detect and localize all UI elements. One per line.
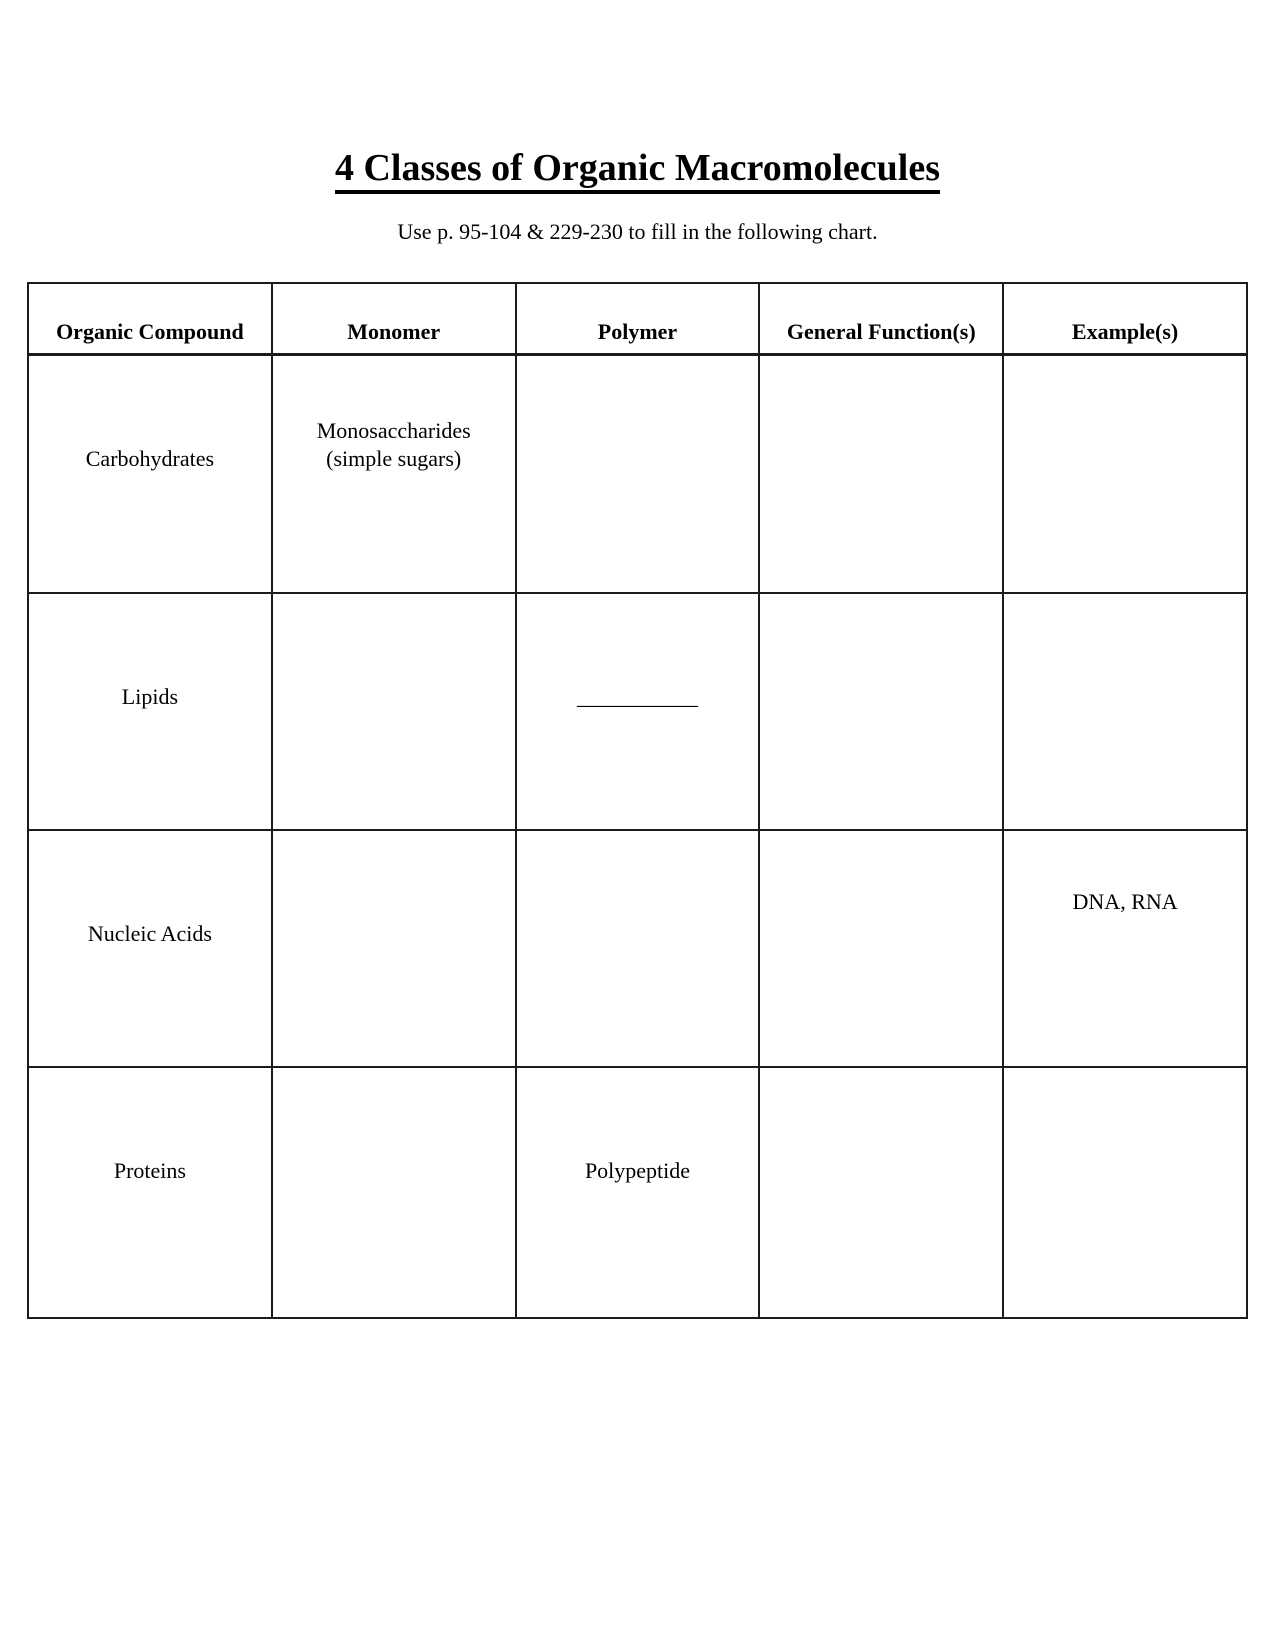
cell-text: Polypeptide	[584, 1158, 691, 1183]
monomer-line-2: (simple sugars)	[326, 446, 462, 471]
col-header-examples: Example(s)	[1003, 283, 1247, 355]
cell-proteins-general-functions	[759, 1067, 1003, 1318]
cell-lipids-examples	[1003, 593, 1247, 830]
page-title	[0, 146, 1275, 190]
cell-nucleic-acids-organic-compound	[28, 830, 272, 1067]
cell-text: Nucleic Acids	[87, 921, 212, 946]
cell-carbohydrates-general-functions	[759, 355, 1003, 594]
table-row-proteins	[28, 1067, 1247, 1318]
cell-proteins-polymer	[516, 1067, 760, 1318]
col-header-organic-compound: Organic Compound	[28, 283, 272, 355]
cell-text: Lipids	[121, 684, 179, 709]
header-row	[28, 283, 1247, 355]
table-row-lipids	[28, 593, 1247, 830]
cell-lipids-monomer	[272, 593, 516, 830]
cell-carbohydrates-organic-compound	[28, 355, 272, 594]
cell-nucleic-acids-examples	[1003, 830, 1247, 1067]
cell-proteins-monomer	[272, 1067, 516, 1318]
cell-lipids-organic-compound	[28, 593, 272, 830]
cell-nucleic-acids-polymer	[516, 830, 760, 1067]
cell-nucleic-acids-general-functions	[759, 830, 1003, 1067]
col-header-general-functions: General Function(s)	[759, 283, 1003, 355]
cell-text: Proteins	[113, 1158, 186, 1183]
cell-proteins-organic-compound	[28, 1067, 272, 1318]
cell-text: Carbohydrates	[85, 446, 215, 471]
cell-carbohydrates-examples	[1003, 355, 1247, 594]
page-subtitle: Use p. 95-104 & 229-230 to fill in the following chart.	[397, 219, 878, 244]
page-title-text: 4 Classes of Organic Macromolecules	[335, 147, 940, 194]
cell-text	[273, 417, 515, 473]
col-header-monomer: Monomer	[272, 283, 516, 355]
col-header-polymer: Polymer	[516, 283, 760, 355]
cell-nucleic-acids-monomer	[272, 830, 516, 1067]
cell-carbohydrates-polymer	[516, 355, 760, 594]
cell-carbohydrates-monomer	[272, 355, 516, 594]
monomer-line-1: Monosaccharides	[316, 418, 471, 443]
cell-lipids-general-functions	[759, 593, 1003, 830]
table-row-carbohydrates	[28, 355, 1247, 594]
blank-line: ___________	[576, 684, 698, 709]
cell-text: DNA, RNA	[1072, 889, 1178, 914]
table-row-nucleic-acids	[28, 830, 1247, 1067]
cell-proteins-examples	[1003, 1067, 1247, 1318]
cell-lipids-polymer	[516, 593, 760, 830]
macromolecules-table	[27, 282, 1248, 1319]
